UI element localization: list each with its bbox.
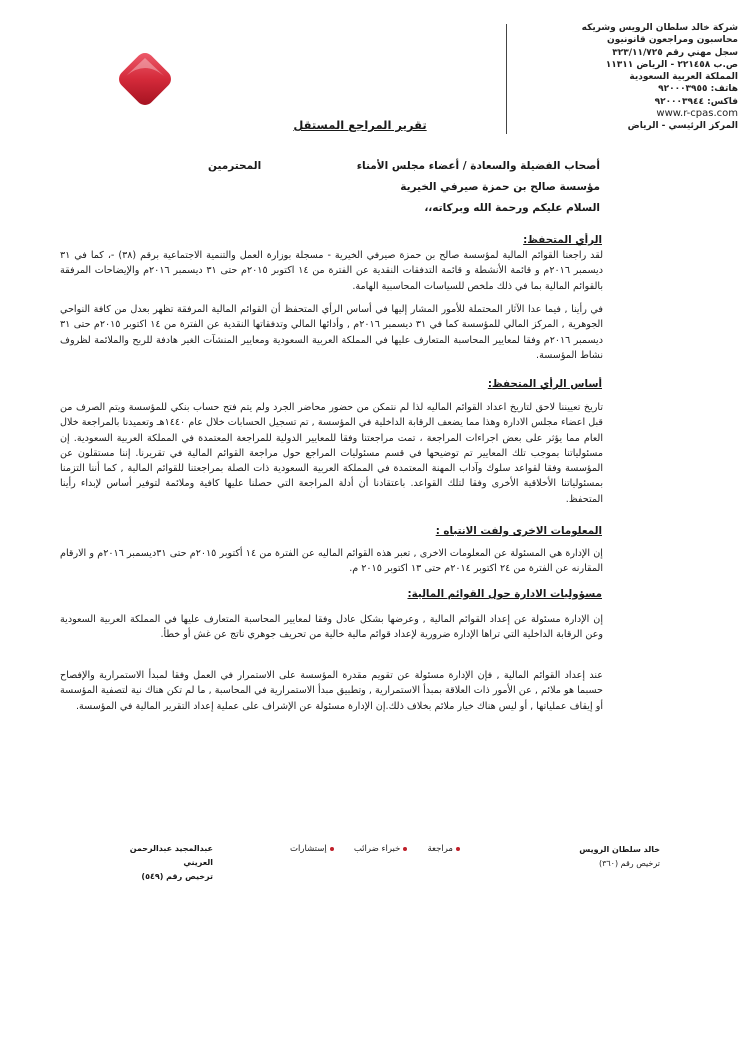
company-phone: هاتف: ٩٢٠٠٠٣٩٥٥ <box>658 84 738 95</box>
management-heading: مسؤوليات الادارة حول القوائم المالية: <box>407 588 602 600</box>
letterhead-divider <box>506 24 507 134</box>
bullet-icon <box>330 847 334 851</box>
signatory-left-license: ترخيص رقم (٥٤٩) <box>141 872 213 881</box>
entity-name: مؤسسة صالح بن حمزة صيرفي الخيرية <box>400 181 600 193</box>
greeting: السلام عليكم ورحمة الله وبركاته،، <box>424 202 600 214</box>
bullet-icon <box>456 847 460 851</box>
bullet-icon <box>403 847 407 851</box>
company-name: شركة خالد سلطان الرويس وشريكه <box>581 23 738 33</box>
services-list <box>290 844 460 854</box>
signatory-right-name: خالد سلطان الرويس <box>579 845 660 854</box>
other-info-paragraph: إن الإدارة هي المسئولة عن المعلومات الاخرى , تعبر هذه القوائم الماليه عن الفترة من ١٤ أكتوبر ٢٠١٥م حتى ٣١ديسمبر ٢٠١٦م و الارقام المقارنه عن الفترة من ٢٤ اكتوبر ٢٠١٤م حتى ١٣ اكتوبر ٢٠١٥ م. <box>60 548 603 575</box>
signatory-right <box>550 843 660 871</box>
management-paragraph-1: إن الإدارة مسئولة عن إعداد القوائم المالية , وعرضها بشكل عادل وفقا لمعايير المحاسبة المتعارف عليها في المملكة العربية السعودية وعن الرقابة الداخلية التي تراها الإدارة ضرورية لإعداد قوائم مالية خالية من تحريف جوهري ناتج عن غش أو خطأ. <box>60 614 603 641</box>
company-logo <box>112 46 178 112</box>
signatory-left-name: عبدالمجيد عبدالرحمن العريني <box>129 844 213 867</box>
company-letterhead <box>512 22 738 133</box>
qualified-opinion-paragraph-1: لقد راجعنا القوائم المالية لمؤسسة صالح بن حمزة صيرفي الخيرية - مسجلة بوزارة العمل والتنمية الاجتماعية برقم (٣٨) -، كما في ٣١ ديسمبر ٢٠١٦م و قائمة الأنشطة و قائمة التدفقات النقدية عن الفترة من ١٤ اكتوبر ٢٠١٥م حتى ٣١ ديسمبر ٢٠١٦م والإيضاحات المرفقة بالقوائم المالية بما في ذلك ملخص للسياسات المحاسبية الهامة. <box>60 250 603 292</box>
service-item: إستشارات <box>290 844 334 854</box>
company-license: سجل مهني رقم ٣٢٣/١١/٧٢٥ <box>612 47 738 58</box>
company-po-box: ص.ب ٢٢١٤٥٨ - الرياض ١١٣١١ <box>605 59 738 70</box>
company-fax: فاكس: ٩٢٠٠٠٣٩٤٤ <box>654 96 738 107</box>
management-paragraph-2: عند إعداد القوائم المالية , فإن الإدارة مسئولة عن تقويم مقدرة المؤسسة على الاستمرار في العمل وفقا لمبدأ الاستمرارية والإفصاح حسبما هو ملائم , عن الأمور ذات العلاقة بمبدأ الاستمرارية , وتطبيق مبدأ الاستمرارية في المحاسبة , ما لم تكن هناك نية لتصفية المؤسسة أو إيقاف عملياتها , أو ليس هناك خيار ملائم بخلاف ذلك.إن الإدارة مسئولة عن الإشراف على عملية إعداد التقرير المالية في المؤسسة. <box>60 670 603 712</box>
company-country: المملكة العربية السعودية <box>629 72 738 83</box>
qualified-opinion-paragraph-2: في رأينا , فيما عدا الآثار المحتملة للأمور المشار إليها في أساس الرأي المتحفظ أن القوائم المالية المرفقة تظهر بعدل من كافة النواحي الجوهرية , المركز المالي للمؤسسة كما في ٣١ ديسمبر ٢٠١٦م , وأدائها المالي وتدفقاتها النقدية عن الفترة من ١٤ اكتوبر ٢٠١٥م حتى ٣١ ديسمبر ٢٠١٦م وفقا لمعايير المحاسبة المتعارف عليها في المملكة العربية السعودية ومعايير المنشآت الغير هادفة للربح والملائمة لظروف نشاط المؤسسة. <box>60 304 603 361</box>
qualified-opinion-heading: الرأي المتحفظ: <box>523 234 602 246</box>
basis-paragraph: تاريخ تعييننا لاحق لتاريخ اعداد القوائم الماليه لذا لم نتمكن من حضور محاضر الجرد ولم يتم فتح حساب بنكي للمؤسسة ويتم الصرف من قبل اعضاء مجلس الادارة وهذا مما يضعف الرقابة الداخلية في المؤسسة , تم تسجيل الحسابات خلال عام ١٤٤٠هـ وتعميدنا بالمراجعة خلال العام مما يؤثر على بعض اجراءات المراجعة ، تمت مراجعتنا وفقا للمعايير الدولية للمراجعة المعتمدة في المملكة العربية السعودية. إن مسئولياتنا بموجب تلك المعايير تم توضيحها في قسم مسئوليات المراجع حول مراجعة القوائم المالية في تقريرنا. إننا مستقلون عن المؤسسة وفقا لقواعد سلوك وآداب المهنة المعتمدة في المملكة العربية السعودية ذات الصلة بمراجعتنا للقوائم المالية , كما أننا التزمنا بمسئولياتنا الأخلاقية الأخرى وفقا لتلك القواعد. باعتقادنا أن أدلة المراجعة التي حصلنا عليها كافية وملائمة لتوفير أساس لإبداء رأينا المتحفظ. <box>60 402 603 505</box>
service-item: خبراء ضرائب <box>354 844 408 854</box>
addressee: أصحاب الفضيلة والسعادة / أعضاء مجلس الأمناء <box>356 160 600 172</box>
company-hq: المركز الرئيسي - الرياض <box>627 121 738 132</box>
basis-heading: أساس الرأي المتحفظ: <box>487 378 602 390</box>
company-profession: محاسبون ومراجعون قانونيون <box>607 35 738 46</box>
other-info-heading: المعلومات الاخرى ولفت الانتباه : <box>435 525 602 537</box>
service-item: مراجعة <box>427 844 460 854</box>
page-title: تقرير المراجع المستقل <box>293 118 427 132</box>
company-website: www.r-cpas.com <box>656 108 738 120</box>
signatory-right-license: ترخيص رقم (٣٦٠) <box>598 859 660 868</box>
signatory-left <box>103 842 213 884</box>
honorific: المحترمين <box>208 160 262 172</box>
